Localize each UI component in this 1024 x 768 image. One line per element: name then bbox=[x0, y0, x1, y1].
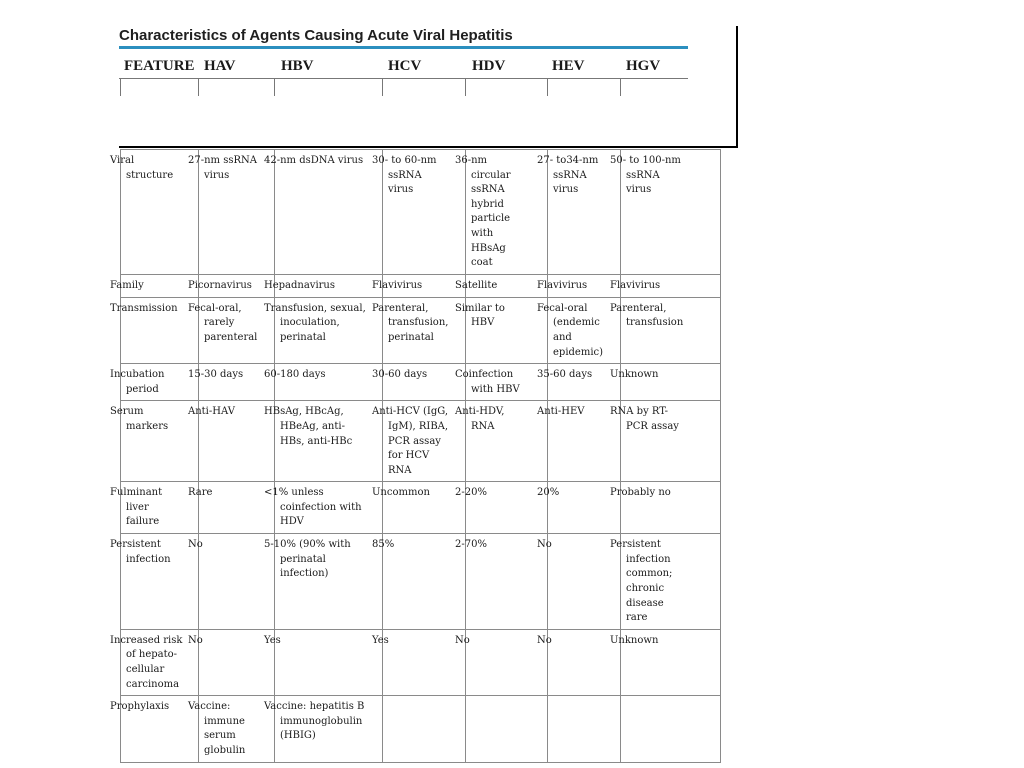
cell-hdv: 36-nm circular ssRNA hybrid particle with HBsAg coat bbox=[466, 150, 548, 275]
cell-hcv: Parenteral, transfusion, perinatal bbox=[383, 297, 466, 363]
cell-hev bbox=[548, 696, 621, 762]
cell-hbv: 5-10% (90% with perinatal infection) bbox=[275, 534, 383, 630]
header-hav: HAV bbox=[204, 58, 236, 74]
cell-hcv: 85% bbox=[383, 534, 466, 630]
table-container bbox=[110, 149, 688, 761]
title-underline bbox=[119, 46, 688, 49]
cell-hav: 15-30 days bbox=[199, 364, 275, 401]
cell-hcv: Flavivirus bbox=[383, 274, 466, 297]
cell-hdv: 2-70% bbox=[466, 534, 548, 630]
cell-hgv: Parenteral, transfusion bbox=[621, 297, 721, 363]
header-tick bbox=[274, 78, 275, 96]
cell-hcv: 30-60 days bbox=[383, 364, 466, 401]
header-tick bbox=[120, 78, 121, 96]
header-hev: HEV bbox=[552, 58, 585, 74]
cell-hav: Vaccine: immune serum globulin bbox=[199, 696, 275, 762]
header-hcv: HCV bbox=[388, 58, 422, 74]
cell-hbv: <1% unless coinfection with HDV bbox=[275, 482, 383, 534]
cell-hgv: Unknown bbox=[621, 629, 721, 695]
cell-hbv: 60-180 days bbox=[275, 364, 383, 401]
header-hdv: HDV bbox=[472, 58, 506, 74]
header-hbv: HBV bbox=[281, 58, 314, 74]
row-label-family: Family bbox=[121, 274, 199, 297]
cell-hdv: No bbox=[466, 629, 548, 695]
cell-hdv: Coinfection with HBV bbox=[466, 364, 548, 401]
table-row bbox=[121, 482, 721, 534]
cell-hav: No bbox=[199, 629, 275, 695]
cell-hbv: Transfusion, sexual, inoculation, perinatal bbox=[275, 297, 383, 363]
cell-hgv: Unknown bbox=[621, 364, 721, 401]
hepatitis-table bbox=[110, 149, 721, 763]
table-row bbox=[121, 364, 721, 401]
cell-hcv: Anti-HCV (IgG, IgM), RIBA, PCR assay for HCV RNA bbox=[383, 401, 466, 482]
header-tick bbox=[465, 78, 466, 96]
table-row bbox=[121, 696, 721, 762]
table-header-row bbox=[0, 58, 700, 78]
cell-hev: Anti-HEV bbox=[548, 401, 621, 482]
cell-hgv bbox=[621, 696, 721, 762]
cell-hbv: Vaccine: hepatitis B immunoglobulin (HBIG) bbox=[275, 696, 383, 762]
row-label-serum-markers: Serum markers bbox=[121, 401, 199, 482]
cell-hcv bbox=[383, 696, 466, 762]
cell-hgv: RNA by RT- PCR assay bbox=[621, 401, 721, 482]
cell-hdv: Similar to HBV bbox=[466, 297, 548, 363]
cell-hbv: Yes bbox=[275, 629, 383, 695]
table-row bbox=[121, 274, 721, 297]
row-label-incubation-period: Incubation period bbox=[121, 364, 199, 401]
cell-hev: 35-60 days bbox=[548, 364, 621, 401]
cell-hav: 27-nm ssRNA virus bbox=[199, 150, 275, 275]
row-label-hepatocellular-carcinoma-risk: Increased risk of hepato- cellular carcinoma bbox=[121, 629, 199, 695]
page-title: Characteristics of Agents Causing Acute Viral Hepatitis bbox=[119, 27, 513, 44]
table-row bbox=[121, 629, 721, 695]
cell-hbv: HBsAg, HBcAg, HBeAg, anti- HBs, anti-HBc bbox=[275, 401, 383, 482]
cell-hev: Flavivirus bbox=[548, 274, 621, 297]
cell-hbv: 42-nm dsDNA virus bbox=[275, 150, 383, 275]
cell-hev: 20% bbox=[548, 482, 621, 534]
row-label-transmission: Transmission bbox=[121, 297, 199, 363]
cell-hdv: Satellite bbox=[466, 274, 548, 297]
cell-hav: Picornavirus bbox=[199, 274, 275, 297]
table-row bbox=[121, 534, 721, 630]
cell-hav: Fecal-oral, rarely parenteral bbox=[199, 297, 275, 363]
cell-hcv: 30- to 60-nm ssRNA virus bbox=[383, 150, 466, 275]
header-tick bbox=[547, 78, 548, 96]
cell-hav: Anti-HAV bbox=[199, 401, 275, 482]
cell-hgv: Flavivirus bbox=[621, 274, 721, 297]
header-tick bbox=[198, 78, 199, 96]
cell-hdv bbox=[466, 696, 548, 762]
row-label-viral-structure: Viral structure bbox=[121, 150, 199, 275]
cell-hcv: Yes bbox=[383, 629, 466, 695]
header-divider bbox=[119, 78, 688, 79]
table-row bbox=[121, 150, 721, 275]
frame-border-bottom bbox=[119, 146, 738, 148]
cell-hev: Fecal-oral (endemic and epidemic) bbox=[548, 297, 621, 363]
cell-hev: No bbox=[548, 629, 621, 695]
row-label-fulminant-liver-failure: Fulminant liver failure bbox=[121, 482, 199, 534]
header-tick bbox=[382, 78, 383, 96]
cell-hdv: Anti-HDV, RNA bbox=[466, 401, 548, 482]
cell-hgv: 50- to 100-nm ssRNA virus bbox=[621, 150, 721, 275]
cell-hcv: Uncommon bbox=[383, 482, 466, 534]
header-tick bbox=[620, 78, 621, 96]
row-label-persistent-infection: Persistent infection bbox=[121, 534, 199, 630]
cell-hdv: 2-20% bbox=[466, 482, 548, 534]
cell-hav: Rare bbox=[199, 482, 275, 534]
table-row bbox=[121, 297, 721, 363]
cell-hgv: Probably no bbox=[621, 482, 721, 534]
row-label-prophylaxis: Prophylaxis bbox=[121, 696, 199, 762]
header-hgv: HGV bbox=[626, 58, 661, 74]
cell-hev: 27- to34-nm ssRNA virus bbox=[548, 150, 621, 275]
cell-hgv: Persistent infection common; chronic disease rare bbox=[621, 534, 721, 630]
cell-hav: No bbox=[199, 534, 275, 630]
frame-border-right bbox=[736, 26, 738, 148]
header-feature: FEATURE bbox=[124, 58, 195, 74]
cell-hev: No bbox=[548, 534, 621, 630]
cell-hbv: Hepadnavirus bbox=[275, 274, 383, 297]
table-row bbox=[121, 401, 721, 482]
